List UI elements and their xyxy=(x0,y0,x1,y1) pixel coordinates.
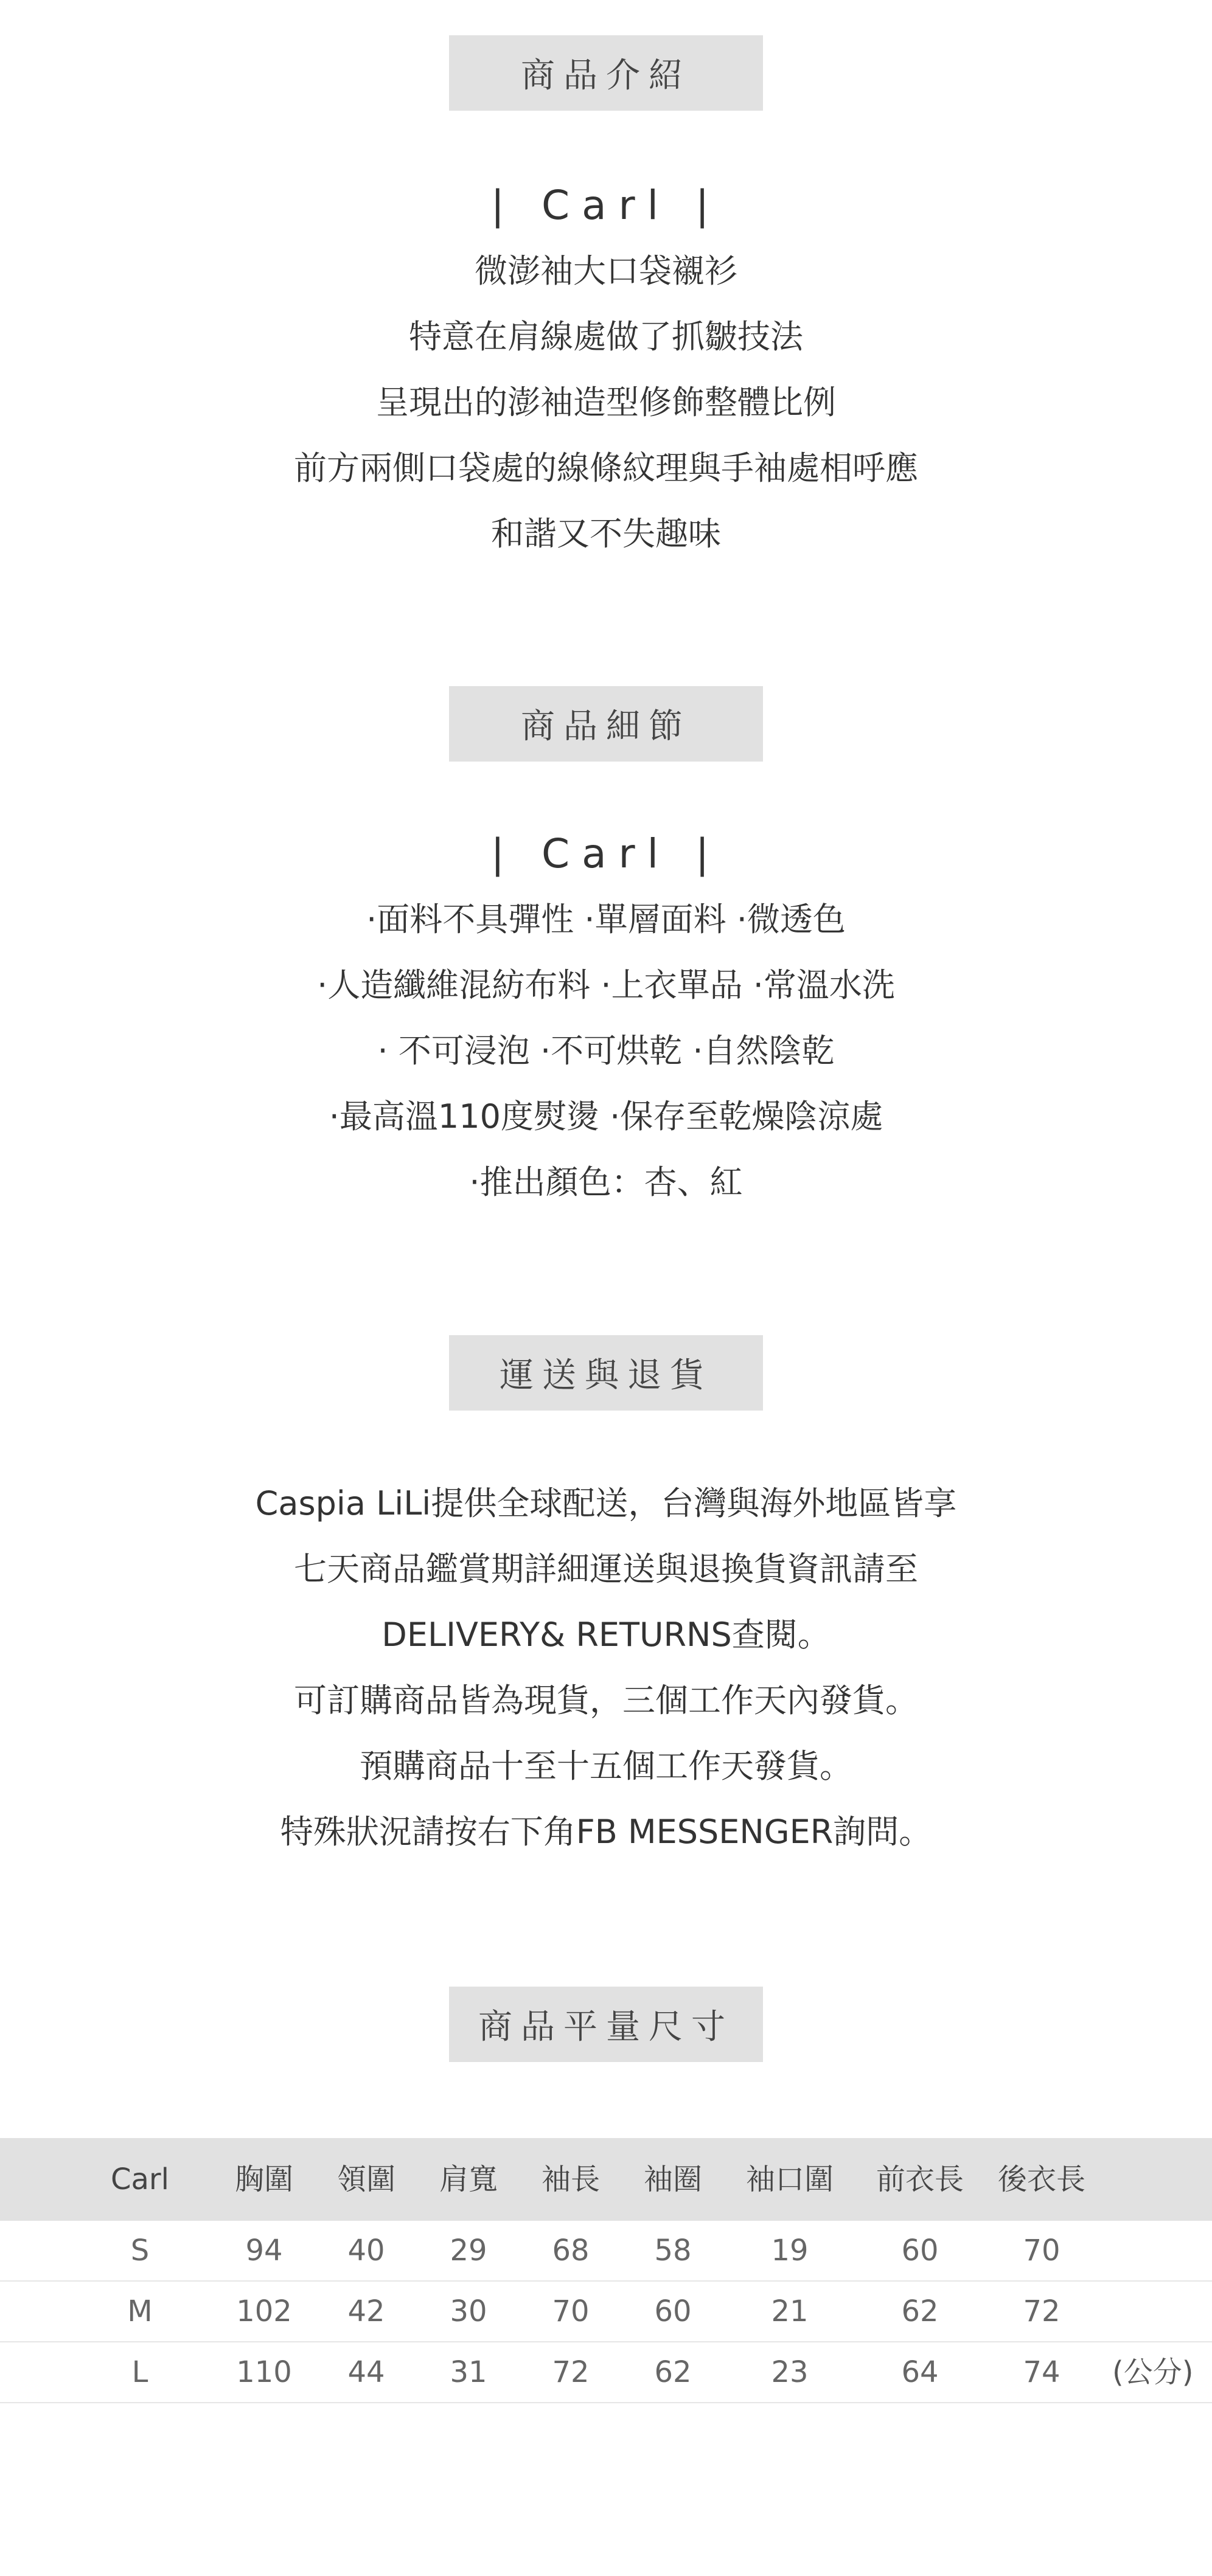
intro-line: 前方兩側口袋處的線條紋理與手袖處相呼應 xyxy=(294,449,918,487)
size-heading: 商品平量尺寸 xyxy=(449,1987,763,2062)
value-cell: 23 xyxy=(771,2355,809,2389)
value-cell: 94 xyxy=(245,2234,283,2268)
size-cell: L xyxy=(131,2355,148,2389)
shipping-line: 特殊狀況請按右下角FB MESSENGER詢問。 xyxy=(280,1813,932,1851)
details-line: · 不可浸泡 ·不可烘乾 ·自然陰乾 xyxy=(377,1032,835,1070)
intro-heading: 商品介紹 xyxy=(449,35,763,111)
shipping-heading: 運送與退貨 xyxy=(449,1335,763,1411)
value-cell: 72 xyxy=(1023,2294,1060,2328)
shipping-line: 預購商品十至十五個工作天發貨。 xyxy=(360,1747,852,1785)
value-cell: 31 xyxy=(450,2355,487,2389)
header-cell: 袖圈 xyxy=(643,2162,703,2196)
value-cell: 72 xyxy=(552,2355,590,2389)
size-cell: S xyxy=(130,2234,150,2268)
size-table-header xyxy=(0,2138,1212,2221)
value-cell: 110 xyxy=(236,2355,292,2389)
intro-line: 微澎袖大口袋襯衫 xyxy=(475,252,737,290)
value-cell: 70 xyxy=(1023,2234,1060,2268)
value-cell: 29 xyxy=(450,2234,487,2268)
value-cell: 60 xyxy=(654,2294,692,2328)
header-cell: 肩寬 xyxy=(439,2162,498,2196)
size-table xyxy=(0,2138,1212,2403)
shipping-line: DELIVERY& RETURNS查閱。 xyxy=(381,1616,831,1654)
value-cell: 68 xyxy=(552,2234,590,2268)
value-cell: 60 xyxy=(901,2234,939,2268)
value-cell: 62 xyxy=(654,2355,692,2389)
header-cell: 前衣長 xyxy=(876,2162,964,2196)
value-cell: 40 xyxy=(347,2234,385,2268)
shipping-line: 七天商品鑑賞期詳細運送與退換貨資訊請至 xyxy=(294,1550,918,1588)
size-cell: M xyxy=(127,2294,153,2328)
intro-brand: | Carl | xyxy=(490,182,722,229)
details-line: ·面料不具彈性 ·單層面料 ·微透色 xyxy=(366,900,846,939)
header-cell: 領圍 xyxy=(336,2162,396,2196)
intro-line: 和諧又不失趣味 xyxy=(491,515,721,553)
details-line: ·人造纖維混紡布料 ·上衣單品 ·常溫水洗 xyxy=(317,966,895,1004)
value-cell: 70 xyxy=(552,2294,590,2328)
details-block xyxy=(0,821,1212,1215)
value-cell: 62 xyxy=(901,2294,939,2328)
table-row xyxy=(0,2342,1212,2403)
value-cell: 58 xyxy=(654,2234,692,2268)
table-row xyxy=(0,2221,1212,2282)
header-cell: Carl xyxy=(111,2162,169,2196)
value-cell: 42 xyxy=(347,2294,385,2328)
value-cell: 74 xyxy=(1023,2355,1060,2389)
shipping-block xyxy=(0,1471,1212,1865)
header-cell: 後衣長 xyxy=(997,2162,1086,2196)
intro-line: 呈現出的澎袖造型修飾整體比例 xyxy=(376,383,836,422)
details-line: ·推出顏色：杏、紅 xyxy=(469,1163,743,1201)
intro-line: 特意在肩線處做了抓皺技法 xyxy=(409,318,803,356)
header-cell: 袖口圍 xyxy=(745,2162,834,2196)
value-cell: 64 xyxy=(901,2355,939,2389)
header-cell: 袖長 xyxy=(541,2162,601,2196)
intro-block xyxy=(0,173,1212,567)
shipping-line: Caspia LiLi提供全球配送，台灣與海外地區皆享 xyxy=(255,1484,957,1522)
details-brand: | Carl | xyxy=(490,830,722,877)
value-cell: 44 xyxy=(347,2355,385,2389)
details-heading: 商品細節 xyxy=(449,686,763,762)
value-cell: 21 xyxy=(771,2294,809,2328)
value-cell: 30 xyxy=(450,2294,487,2328)
table-row xyxy=(0,2282,1212,2342)
shipping-line: 可訂購商品皆為現貨，三個工作天內發貨。 xyxy=(294,1681,918,1720)
value-cell: 19 xyxy=(771,2234,809,2268)
unit-label: (公分) xyxy=(1112,2355,1194,2389)
details-line: ·最高溫110度熨燙 ·保存至乾燥陰涼處 xyxy=(329,1097,883,1136)
value-cell: 102 xyxy=(236,2294,292,2328)
header-cell: 胸圍 xyxy=(234,2162,294,2196)
